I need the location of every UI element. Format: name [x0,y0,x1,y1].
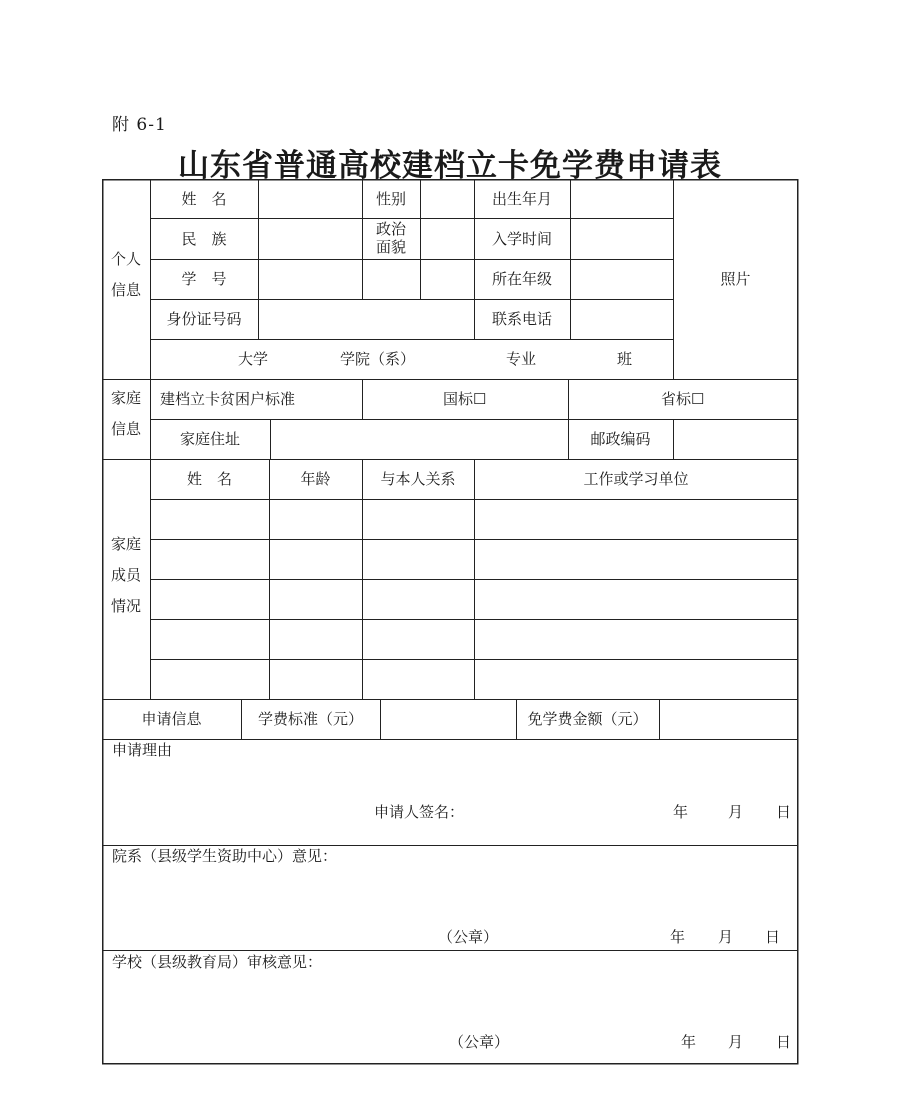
members-header-workplace: 工作或学习单位 [583,470,689,488]
date-month: 月 [728,803,744,821]
label-grade: 所在年级 [491,270,552,288]
label-poverty-standard: 建档立卡贫困户标准 [160,390,296,408]
label-school-opinion: 学校（县级教育局）审核意见： [112,953,323,971]
label-major: 专业 [506,350,537,368]
section-members-line3: 情况 [110,597,141,615]
section-personal-line2: 信息 [110,281,141,299]
label-id-number: 身份证号码 [166,310,242,328]
label-reason: 申请理由 [112,741,173,759]
label-waiver-amount: 免学费金额（元） [527,710,648,728]
label-college-opinion: 院系（县级学生资助中心）意见： [112,847,338,865]
section-members-line1: 家庭 [110,535,141,553]
section-family-line1: 家庭 [110,389,141,407]
label-application-info: 申请信息 [141,710,202,728]
photo-box: 照片 [720,270,751,288]
label-birth: 出生年月 [491,190,552,208]
label-gender: 性别 [375,190,406,208]
label-politics-line2: 面貌 [375,238,406,256]
date-day: 日 [765,928,781,946]
date-month: 月 [728,1033,744,1051]
label-class: 班 [617,350,633,368]
label-ethnicity: 民 族 [181,230,227,248]
members-header-name: 姓 名 [186,470,232,488]
label-tuition-standard: 学费标准（元） [257,710,363,728]
members-header-relation: 与本人关系 [380,470,456,488]
checkbox-national[interactable]: 国标☐ [443,390,487,408]
date-year: 年 [673,803,689,821]
date-month: 月 [718,928,734,946]
date-year: 年 [681,1033,697,1051]
school-seal: （公章） [449,1033,510,1051]
members-header-age: 年龄 [300,470,331,488]
section-personal-line1: 个人 [110,250,141,268]
page-title: 山东省普通高校建档立卡免学费申请表 [178,148,722,184]
section-members-line2: 成员 [110,566,141,584]
date-year: 年 [670,928,686,946]
label-college: 学院（系） [340,350,416,368]
label-politics-line1: 政治 [375,220,406,238]
label-phone: 联系电话 [491,310,552,328]
date-day: 日 [776,803,792,821]
label-address: 家庭住址 [179,430,240,448]
college-seal: （公章） [438,928,499,946]
label-university: 大学 [238,350,269,368]
label-name: 姓 名 [181,190,227,208]
date-day: 日 [776,1033,792,1051]
section-family-line2: 信息 [110,420,141,438]
label-student-id: 学 号 [181,270,227,288]
annex-label: 附 6-1 [112,115,167,135]
label-postcode: 邮政编码 [590,430,651,448]
checkbox-provincial[interactable]: 省标☐ [661,390,705,408]
label-applicant-signature: 申请人签名： [374,803,465,821]
label-enroll: 入学时间 [491,230,552,248]
